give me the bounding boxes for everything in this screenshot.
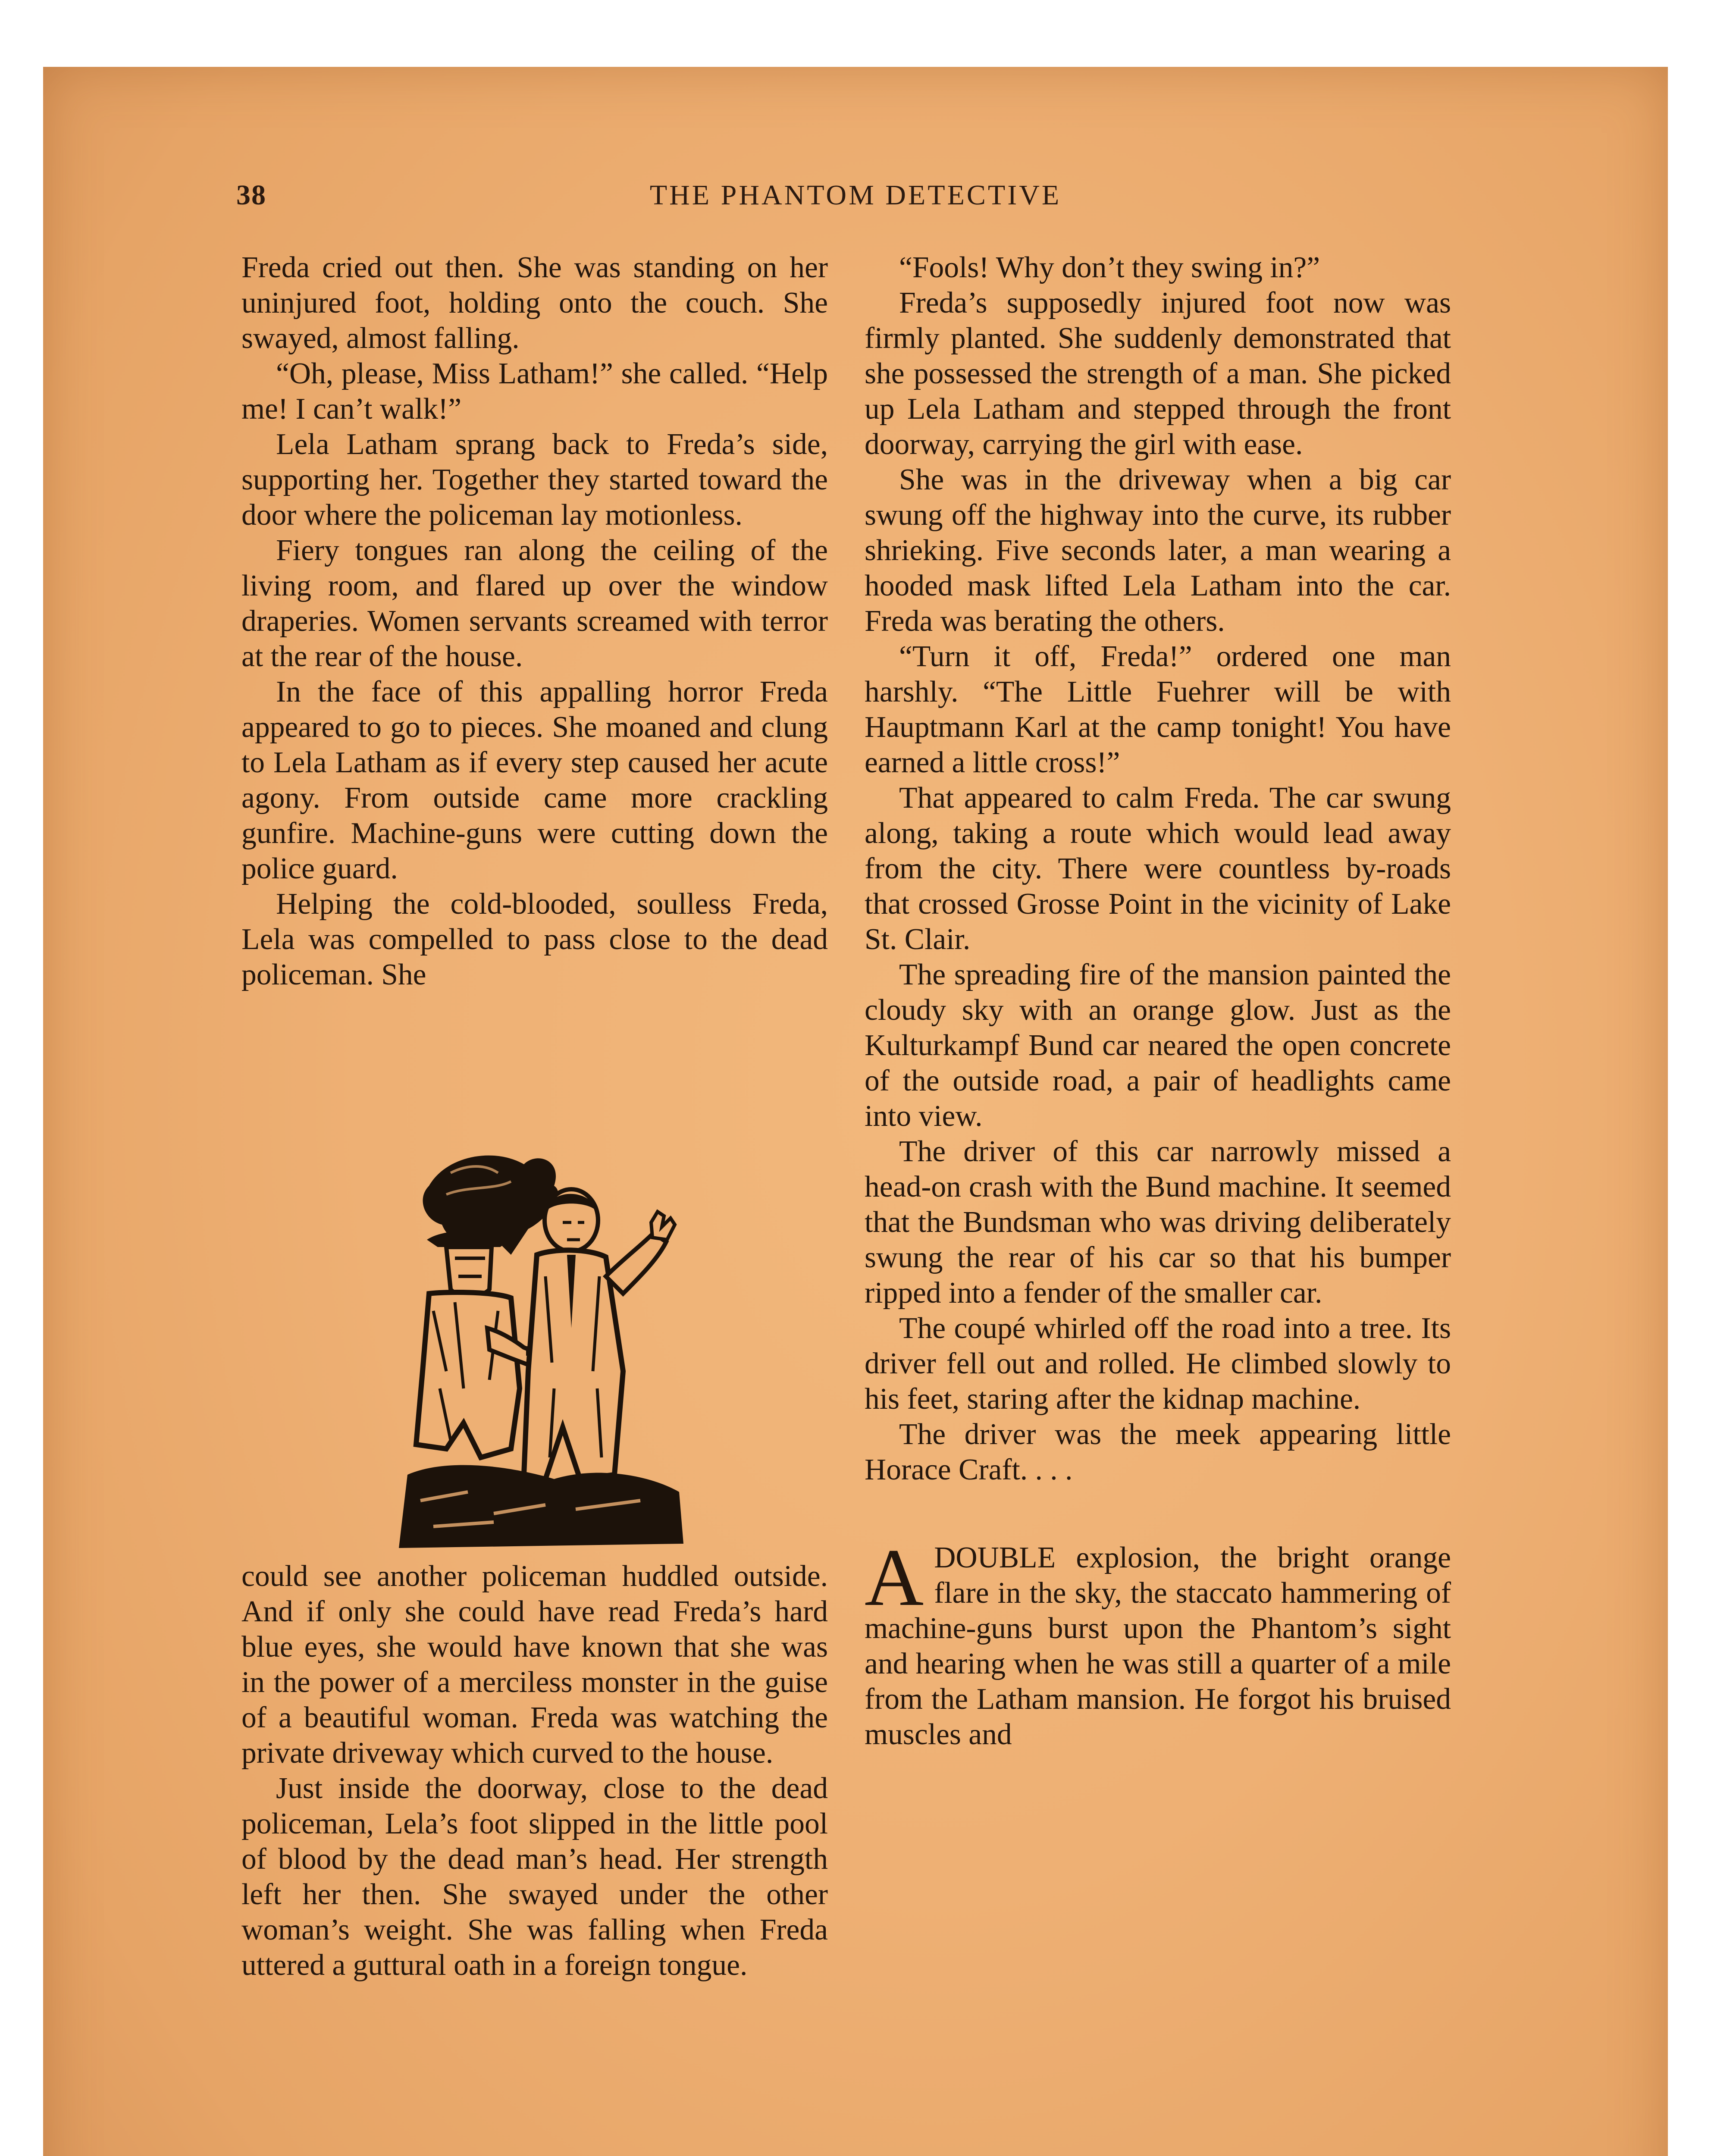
section-break xyxy=(865,1488,1451,1540)
paragraph: That appeared to calm Freda. The car swung along, taking a route which would lead away from the city. There were countless by-roads that crossed Grosse Point in the vicinity of Lake St. Clair. xyxy=(865,781,1451,956)
page-number: 38 xyxy=(236,179,266,211)
drop-cap: A xyxy=(865,1532,924,1623)
paragraph: “Fools! Why don’t they swing in?” xyxy=(899,251,1320,284)
paragraph: She was in the driveway when a big car swung off the highway into the curve, its rubber shrieking. Five seconds later, a man wearing a hooded mask lifted Lela Latham into the car. Freda was berating the others. xyxy=(865,463,1451,638)
paragraph: Freda cried out then. She was standing on her uninjured foot, holding onto the couch. She swayed, almost falling. xyxy=(241,251,828,355)
section-opening-paragraph xyxy=(865,1532,1451,1752)
paragraph: The driver of this car narrowly missed a head-on crash with the Bund machine. It seemed that the Bundsman who was driving deliberately swung the rear of his car so that his bumper ripped into a fender of the smaller car. xyxy=(865,1135,1451,1310)
page-header xyxy=(0,179,1711,218)
paragraph: “Turn it off, Freda!” ordered one man harshly. “The Little Fuehrer will be with Hauptmann Karl at the camp tonight! You have earned a little cross!” xyxy=(865,640,1451,779)
paragraph: Just inside the doorway, close to the dead policeman, Lela’s foot slipped in the little pool of blood by the dead man’s head. Her strength left her then. She swayed under the other woman’s weight. She was falling when Freda uttered a guttural oath in a foreign tongue. xyxy=(241,1772,828,1982)
paragraph: Freda’s supposedly injured foot now was firmly planted. She suddenly demonstrated that she possessed the strength of a man. She picked up Lela Latham and stepped through the front doorway, carrying the girl with ease. xyxy=(865,286,1451,461)
paragraph: The driver was the meek appearing little Horace Craft. . . . xyxy=(865,1418,1451,1486)
paragraph: In the face of this appalling horror Freda appeared to go to pieces. She moaned and clung to Lela Latham as if every step caused her acute agony. From outside came more crackling gunfire. Machine-guns were cutting down the police guard. xyxy=(241,675,828,885)
paragraph: Lela Latham sprang back to Freda’s side, supporting her. Together they started toward the door where the policeman lay motionless. xyxy=(241,428,828,532)
left-column-bottom xyxy=(241,1559,828,1983)
paragraph: Helping the cold-blooded, soulless Freda, Lela was compelled to pass close to the dead policeman. She xyxy=(241,887,828,991)
right-column xyxy=(865,250,1451,1752)
paragraph: “Oh, please, Miss Latham!” she called. “Help me! I can’t walk!” xyxy=(241,357,828,426)
section-opening-text: DOUBLE explosion, the bright orange flare in the sky, the staccato hammering of machine-guns burst upon the Phantom’s sight and hearing when he was still a quarter of a mile from the Latham mansion. He forgot his bruised muscles and xyxy=(865,1541,1451,1751)
paragraph: The coupé whirled off the road into a tree. Its driver fell out and rolled. He climbed slowly to his feet, staring after the kidnap machine. xyxy=(865,1312,1451,1416)
woodcut-illustration xyxy=(382,1147,692,1552)
paragraph: Fiery tongues ran along the ceiling of the living room, and flared up over the window draperies. Women servants screamed with terror at the rear of the house. xyxy=(241,534,828,673)
paragraph: could see another policeman huddled outside. And if only she could have read Freda’s hard blue eyes, she would have known that she was in the power of a merciless monster in the guise of a beautiful woman. Freda was watching the private driveway which curved to the house. xyxy=(241,1560,828,1770)
running-title: THE PHANTOM DETECTIVE xyxy=(649,179,1062,211)
paragraph: The spreading fire of the mansion painted the cloudy sky with an orange glow. Just as the Kulturkampf Bund car neared the open concrete of the outside road, a pair of headlights came into view. xyxy=(865,958,1451,1133)
left-column-top xyxy=(241,250,828,993)
